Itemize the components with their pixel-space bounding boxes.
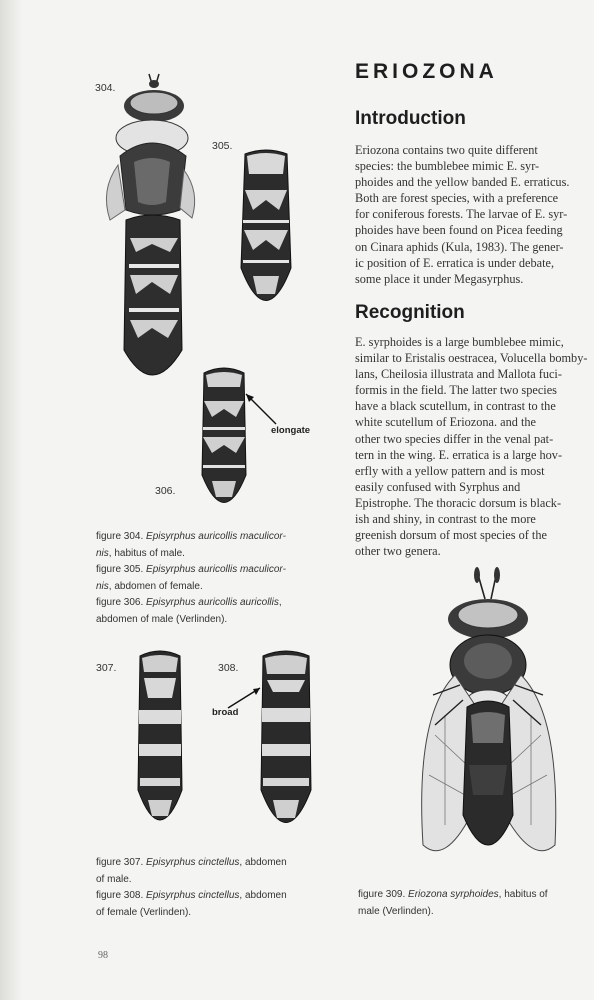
recog-line: E. syrphoides is a large bumblebee mimic, xyxy=(355,335,564,349)
intro-line: for coniferous forests. The larvae of E. syr- xyxy=(355,207,568,222)
intro-line: ic position of E. erratica is under debate, xyxy=(355,255,555,270)
intro-line: on Cinara aphids (Kula, 1983). The gener- xyxy=(355,239,564,254)
figure-309-illustration xyxy=(405,565,575,870)
introduction-text xyxy=(355,142,594,287)
arrow-broad xyxy=(226,684,266,712)
annotation-elongate: elongate xyxy=(271,425,311,436)
caption-307-308: figure 307. Episyrphus cinctellus, abdomen of male. figure 308. Episyrphus cinctellus, abdomen of female (Verlinden). xyxy=(96,857,287,918)
caption-304-306: figure 304. Episyrphus auricollis maculicor- nis, habitus of male. figure 305. Episyrphus auricollis maculicor- nis, abdomen of female. figure 306. Episyrphus auricollis auricollis, abdomen of male (Verlinden). xyxy=(96,531,286,625)
figure-305-illustration xyxy=(235,148,297,318)
genus-title: ERIOZONA xyxy=(355,60,498,83)
recog-line: greenish dorsum of most species of the xyxy=(355,528,547,543)
recog-line: other two genera. xyxy=(355,544,441,559)
intro-line: Eriozona contains two quite different xyxy=(355,143,538,157)
recog-line: have a black scutellum, in contrast to the xyxy=(355,399,556,414)
figure-307-illustration xyxy=(134,650,186,830)
recog-line: lans, Cheilosia illustrata and Mallota fuci- xyxy=(355,367,562,382)
caption-309: figure 309. Eriozona syrphoides, habitus of male (Verlinden). xyxy=(358,889,548,917)
page-number: 98 xyxy=(98,950,108,961)
annotation-broad: broad xyxy=(212,707,239,718)
figure-304-illustration xyxy=(100,70,210,395)
section-heading-recognition: Recognition xyxy=(355,302,465,323)
figure-number-308: 308. xyxy=(218,662,239,674)
recog-line: formis in the field. The latter two species xyxy=(355,383,557,398)
intro-line: some place it under Megasyrphus. xyxy=(355,271,524,286)
recog-line: ish and shiny, in contrast to the more xyxy=(355,512,536,527)
arrow-elongate xyxy=(240,388,280,428)
section-heading-introduction: Introduction xyxy=(355,108,466,129)
figure-number-306: 306. xyxy=(155,485,176,497)
intro-line: Both are forest species, with a preference xyxy=(355,191,559,206)
page-gutter xyxy=(0,0,22,1000)
recog-line: similar to Eristalis oestracea, Volucella bomby- xyxy=(355,351,588,366)
intro-line: species: the bumblebee mimic E. syr- xyxy=(355,159,540,174)
figure-308-illustration xyxy=(255,650,317,835)
recog-line: easily confused with Syrphus and xyxy=(355,479,521,494)
recog-line: Epistrophe. The thoracic dorsum is black- xyxy=(355,495,562,510)
figure-number-307: 307. xyxy=(96,662,117,674)
recog-line: erfly with a yellow pattern and is most xyxy=(355,463,545,478)
intro-line: phoides have been found on Picea feeding xyxy=(355,223,563,238)
recog-line: tern in the wing. E. erratica is a large hov- xyxy=(355,447,563,462)
figure-number-305: 305. xyxy=(212,140,233,152)
recognition-text xyxy=(355,334,594,559)
intro-line: phoides and the yellow banded E. erraticus. xyxy=(355,175,570,190)
recog-line: white scutellum of Eriozona. and the xyxy=(355,415,536,430)
recog-line: other two species differ in the venal pat- xyxy=(355,431,554,446)
figure-number-304: 304. xyxy=(95,82,116,94)
